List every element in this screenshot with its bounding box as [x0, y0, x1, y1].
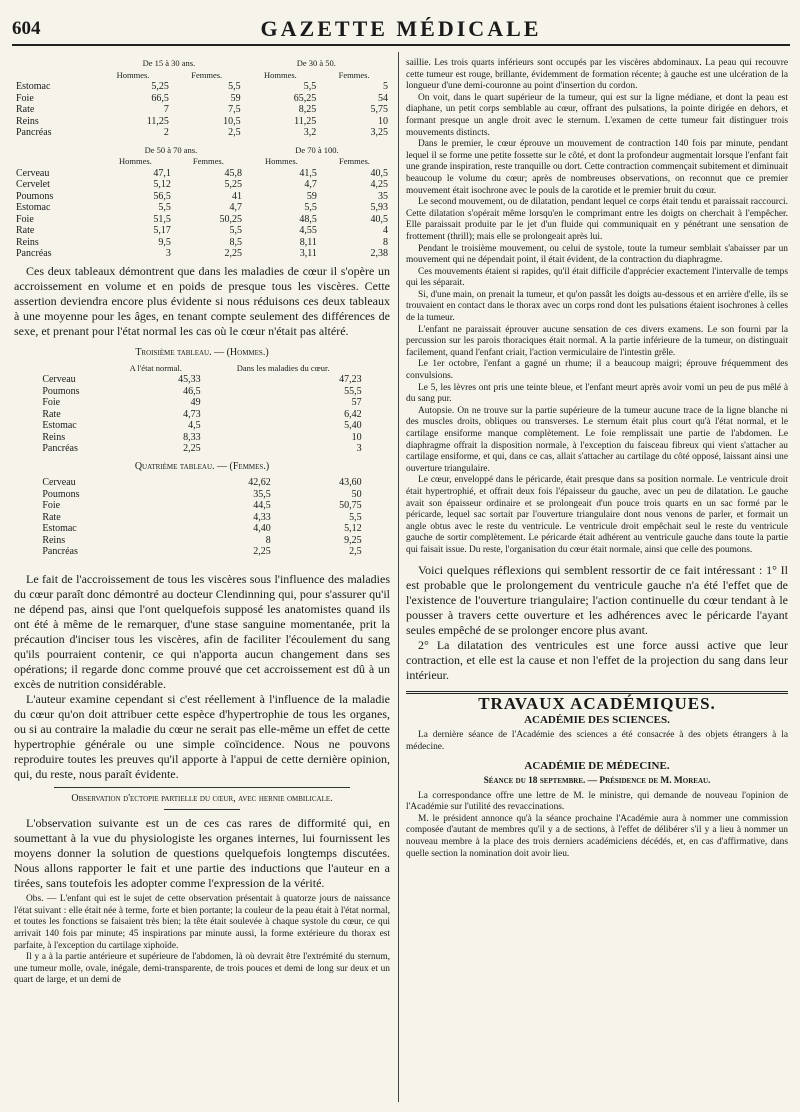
table-row [40, 397, 363, 409]
weight-value: 2 [163, 127, 169, 138]
table4-title: Quatrième tableau. — (Femmes.) [134, 460, 270, 472]
paragraph: Le second mouvement, ou de dilatation, pendant lequel ce corps était tendu et paraissait raccourci. Cette dilatation s'opérait même lorsqu'en le comprimant entre les doigts on cherchait à l'empêcher. Elle paraissait produite par le jet d'un fluide qui communiquait en y pénétrant une sensation de frottement (thrill); mais elle se prolongeait après lui. [406, 197, 788, 242]
weight-value: 9,25 [344, 534, 362, 546]
col-header: A l'état normal. [129, 362, 182, 373]
weight-value: 8,33 [183, 431, 201, 443]
table-row [14, 214, 390, 226]
organ-name: Foie [42, 500, 61, 512]
paragraph: On voit, dans le quart supérieur de la tumeur, qui est sur la ligne médiane, et dont la peau est diaphane, un petit corps semblable au cœur, offrant des pulsations, la pointe dirigée en dehors, et formant presque un angle droit avec le sternum. L'examen de cette tumeur fait distinguer trois mouvements distincts. [406, 92, 788, 138]
paragraph: Voici quelques réflexions qui semblent ressortir de ce fait intéressant : 1° Il est probable que le prolongement du ventricule gauche n'a été l'effet que de l'existence de l'ouverture triangulaire; l'action continuelle du cœur tendant à le pousser à travers cette ouverture et les adhérences avec le péricarde l'ayant seules empêché de se prolonger encore plus avant. [406, 562, 788, 637]
table-row [40, 489, 363, 501]
organ-name: Cerveau [16, 167, 50, 179]
weight-value: 4,73 [183, 408, 201, 420]
weight-value: 3 [356, 443, 362, 455]
organ-name: Estomac [16, 81, 51, 92]
paragraph: La dernière séance de l'Académie des sciences a été consacrée à des objets étrangers à la médecine. [406, 730, 788, 752]
weight-value: 41 [231, 190, 242, 202]
organ-name: Reins [16, 115, 39, 127]
weight-value: 35,5 [253, 488, 271, 500]
table-body [14, 168, 390, 260]
table-body [14, 81, 390, 139]
paragraph: Le 1er octobre, l'enfant a gagné un rhume; il a beaucoup maigri; éprouve fréquemment des convulsions. [406, 359, 788, 382]
table-row [40, 523, 363, 535]
table-body [40, 374, 363, 455]
session-heading: Séance du 18 septembre. — Présidence de M. Moreau. [483, 775, 711, 786]
weight-value: 47,23 [339, 374, 362, 386]
weight-value: 6,42 [344, 408, 362, 420]
weight-value: 48,5 [299, 213, 317, 225]
weight-value: 5,25 [151, 81, 169, 92]
weight-value: 2,5 [349, 546, 362, 558]
weight-value: 4,33 [253, 511, 271, 523]
table-row [14, 127, 390, 139]
table-row [40, 409, 363, 421]
paragraph: 2° La dilatation des ventricules est une force aussi active que leur contraction, et elle est la cause et non l'effet de la projection du sang dans leur intérieur. [406, 637, 788, 682]
weight-value: 40,5 [370, 167, 388, 179]
weight-value: 8 [265, 534, 271, 546]
organ-name: Poumons [42, 385, 80, 397]
weight-value: 55,5 [344, 385, 362, 397]
weight-value: 4,40 [253, 523, 271, 535]
weight-value: 4,55 [299, 225, 317, 236]
weight-value: 49 [190, 397, 201, 409]
paragraph: Le fait de l'accroissement de tous les viscères sous l'influence des maladies du cœur paraît donc démontré au docteur Clendinning qui, pour s'assurer qu'il ne dépend pas, ainsi que l'ont quelquefois supposé les anatomistes quand ils ont été à même de le remarquer, d'une stase sanguine momentanée, prit la précaution d'inciser tous les viscères, afin de faciliter l'écoulement du sang qu'ils pourraient contenir, ce qui n'apporta aucun changement dans ses opérations; il regarde donc comme prouvé que cet accroissement est dû à un excès de nutrition considérable. [14, 571, 390, 691]
weight-value: 11,25 [146, 115, 169, 127]
weight-value: 54 [378, 92, 388, 104]
paragraph: L'observation suivante est un de ces cas rares de difformité qui, en soumettant à la vue du physiologiste les organes internes, lui fournissent les moyens donner la solution de questions quelquefois longtemps discutées. Nous allons rapporter le fait et une partie des inductions que l'auteur en a tirées, sans toutefois les adopter comme l'expression de la vérité. [14, 816, 390, 891]
weight-value: 51,5 [153, 213, 171, 225]
table-row [40, 374, 363, 386]
weight-value: 44,5 [253, 500, 271, 512]
weight-value: 59 [306, 190, 317, 202]
table-row [40, 512, 363, 524]
weight-value: 41,5 [299, 167, 317, 179]
organ-name: Poumons [16, 190, 54, 202]
sex-header: Femmes. [338, 69, 370, 80]
academy-heading: ACADÉMIE DES SCIENCES. [524, 713, 670, 726]
weight-value: 10,5 [223, 115, 241, 127]
weight-value: 2,38 [370, 248, 388, 259]
sex-header: Hommes. [116, 69, 150, 80]
organ-name: Cervelet [16, 179, 50, 190]
weight-value: 43,60 [339, 477, 362, 489]
table-men [40, 363, 363, 455]
organ-name: Cerveau [42, 374, 76, 386]
paragraph: Ces mouvements étaient si rapides, qu'il était difficile d'apprécier exactement l'intervalle de temps qui les séparait. [406, 266, 788, 289]
paragraph: Dans le premier, le cœur éprouve un mouvement de contraction 140 fois par minute, pendant lequel il se forme une petite fossette sur le côté, et dont la profondeur augmentait lorsque l'enfant fait une grande inspiration, reste tranquille ou dort. Cette contraction commençait subitement et diminuait beaucoup le volume du cœur; après de nombreuses observations, on reconnut que ce premier mouvement était isochrone avec le pouls de la carotide et le premier bruit du cœur. [406, 139, 788, 196]
table-row [14, 168, 390, 180]
weight-value: 50,75 [339, 500, 362, 512]
weight-value: 8,25 [298, 104, 317, 115]
organ-name: Foie [16, 213, 34, 225]
table-row [40, 477, 363, 489]
left-column [14, 58, 390, 987]
table-age-50-100 [14, 145, 390, 260]
table-body [40, 477, 363, 558]
weight-value: 4,25 [370, 179, 388, 190]
weight-value: 11,25 [294, 115, 317, 127]
table-row [40, 535, 363, 547]
organ-name: Pancréas [42, 443, 78, 455]
organ-name: Rate [42, 511, 61, 523]
organ-name: Rate [16, 104, 35, 115]
weight-value: 7,5 [228, 104, 241, 115]
weight-value: 46,5 [183, 385, 201, 397]
weight-value: 50 [351, 488, 362, 500]
weight-value: 8,5 [229, 236, 242, 248]
weight-value: 5,12 [344, 523, 362, 535]
weight-value: 4 [383, 225, 388, 236]
organ-name: Pancréas [42, 546, 78, 558]
organ-name: Reins [16, 236, 39, 248]
weight-value: 10 [378, 115, 388, 127]
page-header [12, 14, 790, 46]
age-header: De 70 à 100. [295, 144, 339, 155]
section-title: TRAVAUX ACADÉMIQUES. [478, 693, 716, 713]
weight-value: 57 [351, 397, 362, 409]
column-divider [398, 52, 399, 1102]
table-row [40, 546, 363, 558]
weight-value: 47,1 [153, 167, 171, 179]
organ-name: Cerveau [42, 477, 76, 489]
organ-name: Foie [42, 397, 61, 409]
weight-value: 5,17 [153, 225, 171, 236]
weight-value: 5,40 [344, 420, 362, 432]
weight-value: 3 [165, 248, 171, 259]
weight-value: 8 [383, 236, 388, 248]
table-row [40, 443, 363, 455]
weight-value: 10 [351, 431, 362, 443]
table-row [40, 500, 363, 512]
col-header: Dans les maladies du cœur. [236, 362, 330, 373]
weight-value: 2,25 [253, 546, 271, 558]
paragraph: M. le président annonce qu'à la séance prochaine l'Académie aura à nommer une commission composée d'autant de membres qu'il y a de sections, à l'effet de délibérer s'il y a lieu à nommer un nouveau membre à la place des trois derniers académiciens décédés, et, en cas d'affirmative, dans quelle section la nomination doit avoir lieu. [406, 813, 788, 859]
weight-value: 4,7 [229, 202, 242, 213]
paragraph: Autopsie. On ne trouve sur la partie supérieure de la tumeur aucune trace de la ligne blanche ni des muscles droits, obliques ou transverses. Le sternum était plus court qu'à l'état normal, et le cartilage ensiforme manque complètement. Le foie remplissait une partie de l'abdomen. Le diaphragme offrait la disposition normale, à l'exception du faisceau fibreux qui vient s'attacher au cartilage ensiforme, et qui, dans ce cas, allait s'attacher au cartilage du côté opposé, laissant ainsi une ouverture triangulaire. [406, 405, 788, 474]
separator [54, 787, 350, 788]
table-row [40, 386, 363, 398]
sex-header: Femmes. [192, 156, 224, 166]
sex-header: Hommes. [118, 156, 152, 166]
weight-value: 5,75 [370, 104, 388, 115]
organ-name: Pancréas [16, 248, 52, 259]
organ-name: Rate [16, 225, 35, 236]
organ-name: Estomac [42, 523, 77, 535]
table-row [40, 432, 363, 444]
weight-value: 5,5 [229, 225, 242, 236]
paragraph: Ces deux tableaux démontrent que dans les maladies de cœur il s'opère un accroissement en volume et en poids de presque tous les viscères. Cette assertion deviendra encore plus évidente si nous réduisons ces deux tableaux à une moyenne pour les âges, en tenant compte seulement des différences de sexe, et prenant pour l'état normal les cas où le cœur n'était pas altéré. [14, 263, 390, 338]
weight-value: 3,25 [370, 127, 388, 138]
table-row [14, 81, 390, 93]
weight-value: 35 [378, 190, 388, 202]
weight-value: 59 [230, 92, 241, 104]
weight-value: 2,25 [224, 248, 242, 259]
organ-name: Rate [42, 408, 61, 420]
organ-name: Pancréas [16, 127, 52, 138]
organ-name: Foie [16, 92, 34, 104]
table-row [14, 191, 390, 203]
paragraph: Il y a à la partie antérieure et supérieure de l'abdomen, là où devrait être l'extrémité du sternum, une tumeur molle, ovale, inégale, demi-transparente, de trois pouces et demi de long sur deux et un quart de large, et un demi de [14, 952, 390, 986]
paragraph: saillie. Les trois quarts inférieurs sont occupés par les viscères abdominaux. La peau qui recouvre cette tumeur est rouge, brillante, évidemment de formation récente; à gauche est une ulcération de la longueur d'une demi-couronne au point d'insertion du cordon. [406, 58, 788, 92]
paragraph: La correspondance offre une lettre de M. le ministre, qui demande de nouveau l'opinion de l'Académie sur l'utilité des revaccinations. [406, 790, 788, 813]
weight-value: 42,62 [248, 477, 271, 489]
paragraph: Pendant le troisième mouvement, ou celui de systole, toute la tumeur semblait s'abaisser par un mouvement qui ne dépendait point, il était évident, de la contraction du diaphragme. [406, 243, 788, 266]
table-age-15-50 [14, 58, 390, 139]
sex-header: Femmes. [338, 156, 370, 166]
weight-value: 5,25 [224, 179, 242, 190]
weight-value: 5,5 [158, 202, 171, 213]
organ-name: Poumons [42, 488, 80, 500]
organ-name: Reins [42, 534, 66, 546]
age-header: De 15 à 30 ans. [142, 58, 196, 68]
weight-value: 4,7 [304, 179, 317, 190]
paragraph: Si, d'une main, on prenait la tumeur, et qu'on passât les doigts au-dessous et en arrière d'elle, ils se trouvaient en contact dans le thorax avec un corps rond dont les pulsations étaient isochrones à celles de la tumeur. [406, 289, 788, 324]
weight-value: 7 [163, 104, 169, 115]
weight-value: 2,5 [228, 127, 241, 138]
age-header: De 30 à 50. [296, 58, 336, 68]
weight-value: 5,5 [228, 81, 241, 92]
sex-header: Hommes. [263, 69, 297, 80]
weight-value: 65,25 [293, 92, 317, 104]
right-column [406, 58, 788, 860]
weight-value: 5 [383, 81, 388, 92]
weight-value: 8,11 [299, 236, 317, 248]
weight-value: 5,5 [303, 81, 317, 92]
paragraph: Le 5, les lèvres ont pris une teinte bleue, et l'enfant meurt après avoir vomi un peu de pus mêlé à du sang pur. [406, 382, 788, 405]
observation-title: Observation d'ectopie partielle du cœur, avec hernie ombilicale. [71, 792, 333, 804]
table3-title: Troisième tableau. — (Hommes.) [135, 346, 269, 358]
weight-value: 40,5 [370, 213, 388, 225]
paragraph: Le cœur, enveloppé dans le péricarde, était presque dans sa position normale. Le ventricule droit était hypertrophié, et offrait deux fois l'épaisseur du gauche, avec un peu de dilatation. Le gauche avait son épaisseur ordinaire et se prolongeait d'un pouce trois quarts en un sac formé par le péricarde, lequel sac sortait par l'ouverture triangulaire dont nous venons de parler, et formait un angle obtus avec le reste du ventricule. Le ventricule droit empêchait seul le reste du ventricule gauche de sortir complètement. Le péricarde était adhérent au ventricule gauche dans toute la partie qui faisait issue. Du reste, l'organisation du cœur était normale, ainsi que celle des poumons. [406, 475, 788, 555]
weight-value: 5,5 [304, 202, 317, 213]
age-header: De 50 à 70 ans. [144, 144, 198, 155]
weight-value: 3,2 [303, 127, 317, 138]
weight-value: 9,5 [158, 236, 171, 248]
table-row [14, 116, 390, 128]
weight-value: 45,8 [224, 167, 242, 179]
table-row [14, 179, 390, 191]
weight-value: 5,12 [153, 179, 171, 190]
page-number: 604 [12, 18, 41, 39]
organ-name: Estomac [42, 420, 77, 432]
journal-title: GAZETTE MÉDICALE [260, 16, 542, 41]
weight-value: 5,5 [349, 511, 362, 523]
table-women [40, 477, 363, 558]
paragraph: Obs. — L'enfant qui est le sujet de cette observation présentait à quatorze jours de naissance l'état suivant : elle était née à terme, forte et bien portante; la couleur de la peau était à l'état normal, et toutes les fonctions se faisaient très bien; la tête était soulevée à chaque systole du cœur, ce qui arrivait 140 fois par minute; 45 inspirations par minute aussi, la forme extérieure du thorax est parfaite, à l'exception du cartilage xiphoïde. [14, 894, 390, 951]
paragraph: L'enfant ne paraissait éprouver aucune sensation de ces divers examens. Le son fourni par la percussion sur les parois thoraciques était normal. A la partie inférieure de la tumeur, on distinguait facilement, quand l'enfant criait, l'action vermiculaire de l'intestin grêle. [406, 324, 788, 358]
paragraph: L'auteur examine cependant si c'est réellement à l'influence de la maladie du cœur qu'on doit attribuer cette espèce d'hypertrophie de tous les organes, ou si au contraire la maladie du cœur ne serait pas elle-même un effet de cette hypertrophie générale ou une simple coïncidence. Nous ne pouvons reproduire toutes les preuves qu'il apporte à l'appui de cette dernière opinion, qui, du reste, nous paraît évidente. [14, 691, 390, 781]
table-row [14, 248, 390, 260]
separator [164, 809, 240, 810]
table-row [40, 420, 363, 432]
weight-value: 2,25 [183, 443, 201, 455]
table-row [14, 225, 390, 237]
weight-value: 50,25 [219, 213, 242, 225]
table-row [14, 104, 390, 116]
weight-value: 4,5 [188, 420, 201, 432]
weight-value: 5,93 [370, 202, 388, 213]
weight-value: 56,5 [153, 190, 171, 202]
table-row [14, 202, 390, 214]
weight-value: 3,11 [299, 248, 317, 259]
table-row [14, 237, 390, 249]
table-row [14, 93, 390, 105]
sex-header: Femmes. [191, 69, 223, 80]
organ-name: Estomac [16, 202, 51, 213]
sex-header: Hommes. [264, 156, 298, 166]
weight-value: 66,5 [151, 92, 169, 104]
weight-value: 45,33 [178, 374, 201, 386]
academy-heading: ACADÉMIE DE MÉDECINE. [524, 759, 670, 772]
organ-name: Reins [42, 431, 66, 443]
